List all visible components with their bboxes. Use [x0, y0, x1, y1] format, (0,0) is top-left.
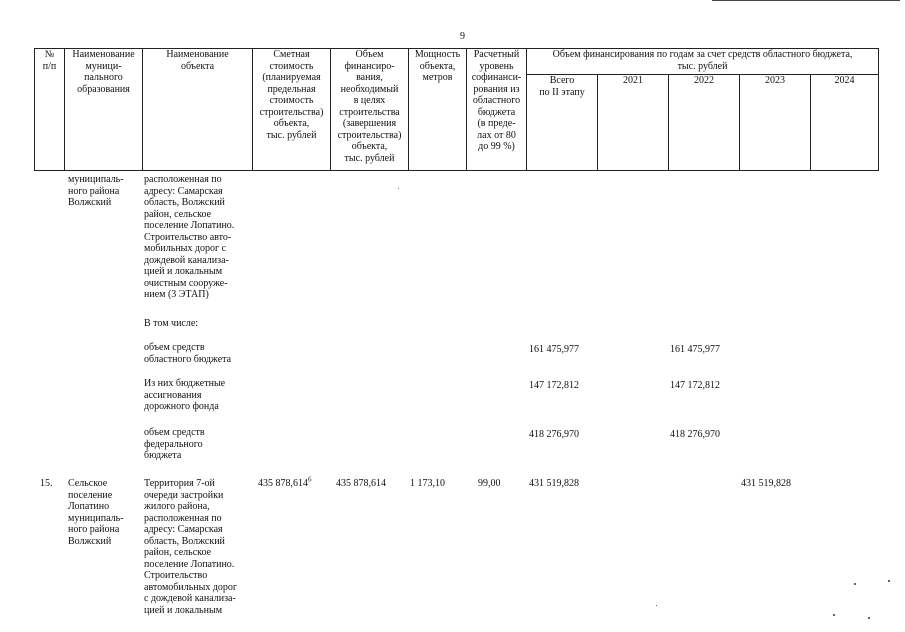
in-total-label: В том числе:	[144, 318, 199, 329]
federal-budget-total: 418 276,970	[529, 429, 579, 440]
header-funding-group: Объем финансирования по годам за счет средств областного бюджета, тыс. рублей	[527, 49, 879, 75]
row15-municipality: Сельское поселение Лопатино муниципаль- ного района Волжский	[68, 478, 124, 547]
scan-speck	[833, 614, 835, 616]
road-fund-2022: 147 172,812	[670, 380, 720, 391]
row15-estimate	[258, 475, 312, 490]
regional-budget-total: 161 475,977	[529, 344, 579, 355]
row15-number: 15.	[40, 478, 53, 489]
row15-level: 99,00	[478, 478, 501, 489]
header-level: Расчетный уровень софинанси- рования из областного бюджета (в преде- лах от 80 до 99 %)	[467, 49, 527, 171]
header-2022: 2022	[669, 75, 740, 171]
top-rule	[712, 0, 900, 1]
header-capacity: Мощность объекта, метров	[409, 49, 467, 171]
header-2021: 2021	[598, 75, 669, 171]
row15-estimate-value: 435 878,614	[258, 478, 308, 489]
federal-budget-label: объем средств федерального бюджета	[144, 427, 205, 461]
continuation-municipality: муниципаль- ного района Волжский	[68, 174, 124, 208]
scan-speck	[854, 583, 856, 585]
regional-budget-2022: 161 475,977	[670, 344, 720, 355]
scan-speck	[888, 580, 890, 582]
row15-volume: 435 878,614	[336, 478, 386, 489]
scan-speck	[868, 617, 870, 619]
header-municipality: Наименование муници- пального образования	[65, 49, 143, 171]
row15-estimate-footnote: 6	[308, 475, 312, 484]
row15-capacity: 1 173,10	[410, 478, 445, 489]
row15-2023: 431 519,828	[741, 478, 791, 489]
header-total: Всего по II этапу	[527, 75, 598, 171]
header-object: Наименование объекта	[143, 49, 253, 171]
continuation-object: расположенная по адресу: Самарская область, Волжский район, сельское поселение Лопатино. Строительство авто- мобильных дорог с дождевой канализа- цией и локальным очистным сооруже- нием (3 ЭТАП)	[144, 174, 235, 300]
header-2023: 2023	[740, 75, 811, 171]
table-header	[34, 48, 879, 171]
header-estimate: Сметная стоимость (планируемая предельная стоимость строительства) объекта, тыс. рублей	[253, 49, 331, 171]
regional-budget-label: объем средств областного бюджета	[144, 342, 232, 365]
scan-speck	[656, 605, 657, 606]
header-volume: Объем финансиро- вания, необходимый в целях строительства (завершения строительства) объекта, тыс. рублей	[331, 49, 409, 171]
road-fund-label: Из них бюджетные ассигнования дорожного фонда	[144, 378, 226, 412]
page-number: 9	[460, 31, 465, 42]
row15-total: 431 519,828	[529, 478, 579, 489]
header-2024: 2024	[811, 75, 879, 171]
header-number: № п/п	[35, 49, 65, 171]
federal-budget-2022: 418 276,970	[670, 429, 720, 440]
scan-speck	[398, 188, 399, 189]
road-fund-total: 147 172,812	[529, 380, 579, 391]
row15-object: Территория 7-ой очереди застройки жилого района, расположенная по адресу: Самарская область, Волжский район, сельское поселение Лопатино. Строительство автомобильных дорог с дождевой канализа- цией и локальным	[144, 478, 238, 616]
